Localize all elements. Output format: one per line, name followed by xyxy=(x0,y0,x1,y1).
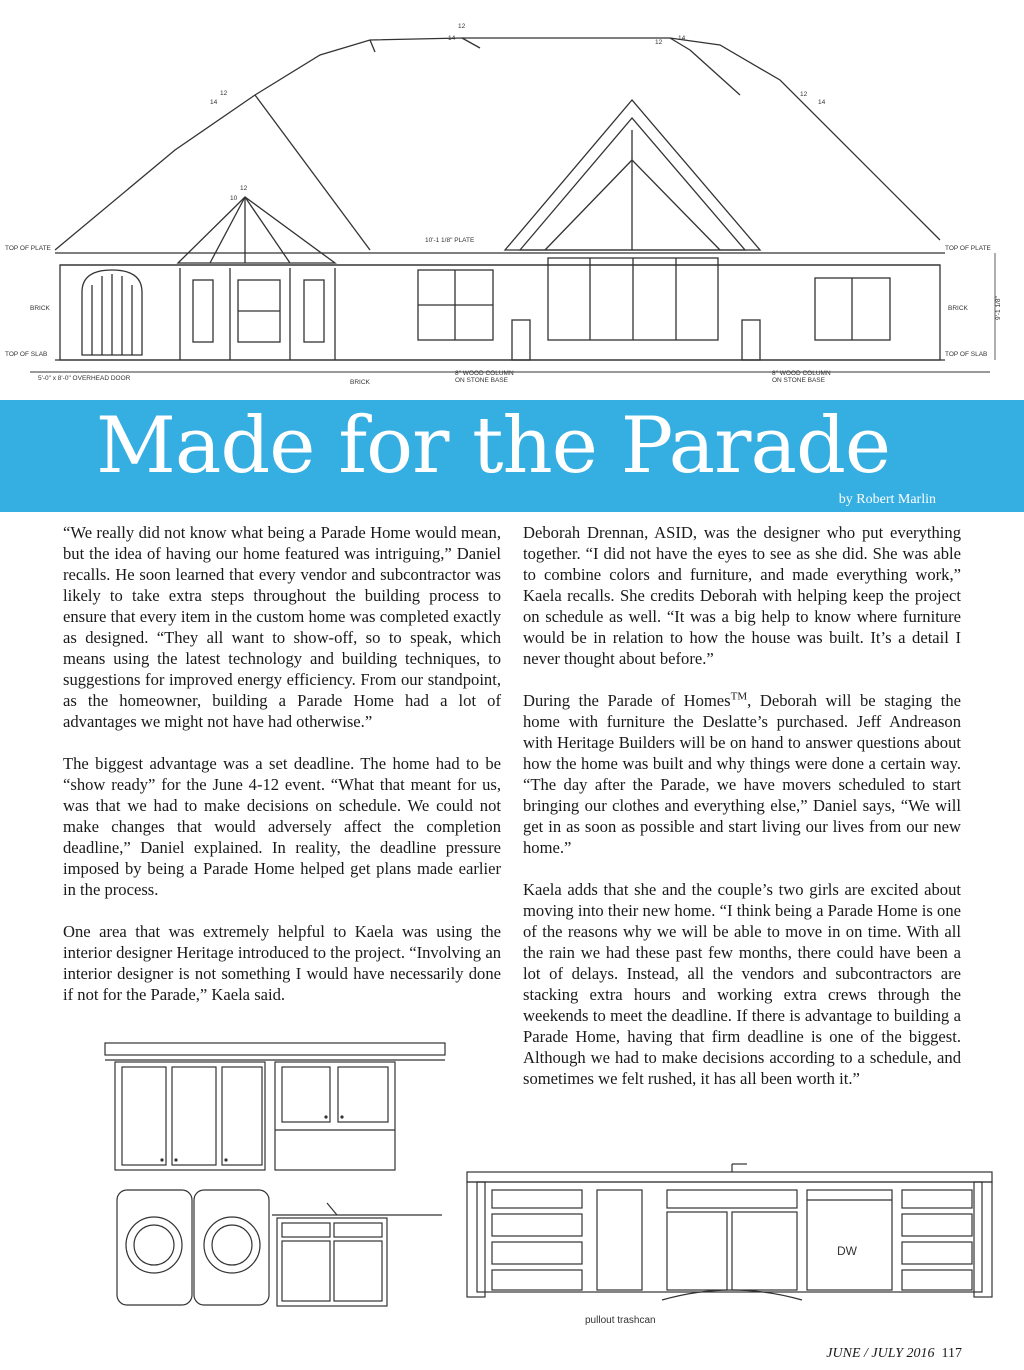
paragraph-text: During the Parade of Homes xyxy=(523,691,731,710)
label-brick-left: BRICK xyxy=(30,305,50,312)
label-plate-height: 10'-1 1/8" PLATE xyxy=(425,237,475,244)
label-top-of-plate-left: TOP OF PLATE xyxy=(5,245,51,252)
pitch-label: 12 xyxy=(220,90,228,97)
page-footer xyxy=(826,1346,962,1362)
title-banner xyxy=(0,400,1024,512)
pitch-label: 12 xyxy=(458,23,466,30)
pitch-label: 14 xyxy=(210,99,218,106)
kitchen-island-drawing xyxy=(462,1160,1002,1335)
laundry-cabinet-drawing xyxy=(112,1185,452,1310)
label-top-of-slab-right: TOP OF SLAB xyxy=(945,351,988,358)
label-brick-bottom: BRICK xyxy=(350,379,370,386)
label-stone-base-left: ON STONE BASE xyxy=(455,377,508,384)
page-number: 117 xyxy=(941,1346,962,1361)
pitch-label: 14 xyxy=(448,35,456,42)
article-column-left xyxy=(63,522,501,1026)
issue-date: JUNE / JULY 2016 xyxy=(826,1346,935,1361)
main-wall xyxy=(60,265,940,360)
paragraph xyxy=(523,690,961,858)
paragraph-text: , Deborah will be staging the home with furniture the Deslatte’s purchased. Jeff Andreason with Heritage Builders will be on hand to answer questions about how the home was built and why things were done a certain way. “The day after the Parade, we have movers scheduled to start bringing our clothes and everything else,” Daniel says, “We will get in as soon as possible and start living our lives from our new home.” xyxy=(523,691,961,857)
upper-cabinet-drawing xyxy=(100,1035,450,1175)
paragraph: Kaela adds that she and the couple’s two girls are excited about moving into their new home. “I think being a Parade Home is one of the reasons why we will be able to move in on time. With all the rain we had these past few months, there could have been a lot of delays. Instead, all the vendors and subcontractors are stacking extra hours and working extra crews through the weekends to meet the deadline. If there is advantage to building a Parade Home, having that firm deadline is one of the biggest. Although we had to make decisions according to a schedule, and sometimes we felt rushed, it has all been worth it.” xyxy=(523,880,961,1088)
label-top-of-plate-right: TOP OF PLATE xyxy=(945,245,991,252)
pitch-label: 10 xyxy=(230,195,238,202)
label-wood-column-right: 8" WOOD COLUMN xyxy=(772,370,831,377)
pitch-label: 12 xyxy=(655,39,663,46)
house-elevation-drawing xyxy=(0,0,1024,400)
paragraph: One area that was extremely helpful to Kaela was using the interior designer Heritage introduced to the project. “Involving an interior designer is not something I would have necessarily done if not for the Parade,” Kaela said. xyxy=(63,922,501,1004)
main-roof-outline xyxy=(55,38,940,250)
paragraph: The biggest advantage was a set deadline. The home had to be “show ready” for the June 4-12 event. “What that meant for us, was that we had to make decisions on schedule. We could not make changes that would adversely affect the completion deadline,” Daniel explained. In reality, the deadline pressure imposed by being a Parade Home helped get plans made earlier in the process. xyxy=(63,754,501,899)
trashcan-label: pullout trashcan xyxy=(585,1315,656,1326)
pitch-label: 14 xyxy=(678,35,686,42)
dishwasher-label: DW xyxy=(837,1244,857,1258)
label-top-of-slab-left: TOP OF SLAB xyxy=(5,351,48,358)
label-wood-column-left: 8" WOOD COLUMN xyxy=(455,370,514,377)
pitch-label: 12 xyxy=(240,185,248,192)
byline: by Robert Marlin xyxy=(838,492,936,507)
label-wall-height: 9'-1 1/8" xyxy=(995,296,1002,320)
article-column-right xyxy=(523,522,961,1110)
article-title: Made for the Parade xyxy=(96,401,891,491)
pitch-label: 12 xyxy=(800,91,808,98)
label-brick-right: BRICK xyxy=(948,305,968,312)
paragraph: “We really did not know what being a Parade Home would mean, but the idea of having our home featured was intriguing,” Daniel recalls. He soon learned that every vendor and subcontractor was likely to take extra steps throughout the building process to ensure that every item in the custom home was completed exactly as designed. “They all want to show-off, so to speak, which means using the latest technology and building techniques, to suggestions for improved energy efficiency. From our standpoint, as the homeowner, building a Parade Home had a lot of advantages we might not have had otherwise.” xyxy=(63,523,501,731)
trademark-symbol: TM xyxy=(730,690,748,703)
pitch-label: 14 xyxy=(818,99,826,106)
paragraph: Deborah Drennan, ASID, was the designer who put everything together. “I did not have the eyes to see as she did. She was able to combine colors and furniture, and made everything work,” Kaela recalls. She credits Deborah with helping keep the project on schedule as well. “It was a big help to know where furniture would be in relation to how the house was built. It’s a detail I never thought about before.” xyxy=(523,523,961,668)
label-stone-base-right: ON STONE BASE xyxy=(772,377,825,384)
label-overhead-door: 5'-0" x 8'-0" OVERHEAD DOOR xyxy=(38,375,131,382)
